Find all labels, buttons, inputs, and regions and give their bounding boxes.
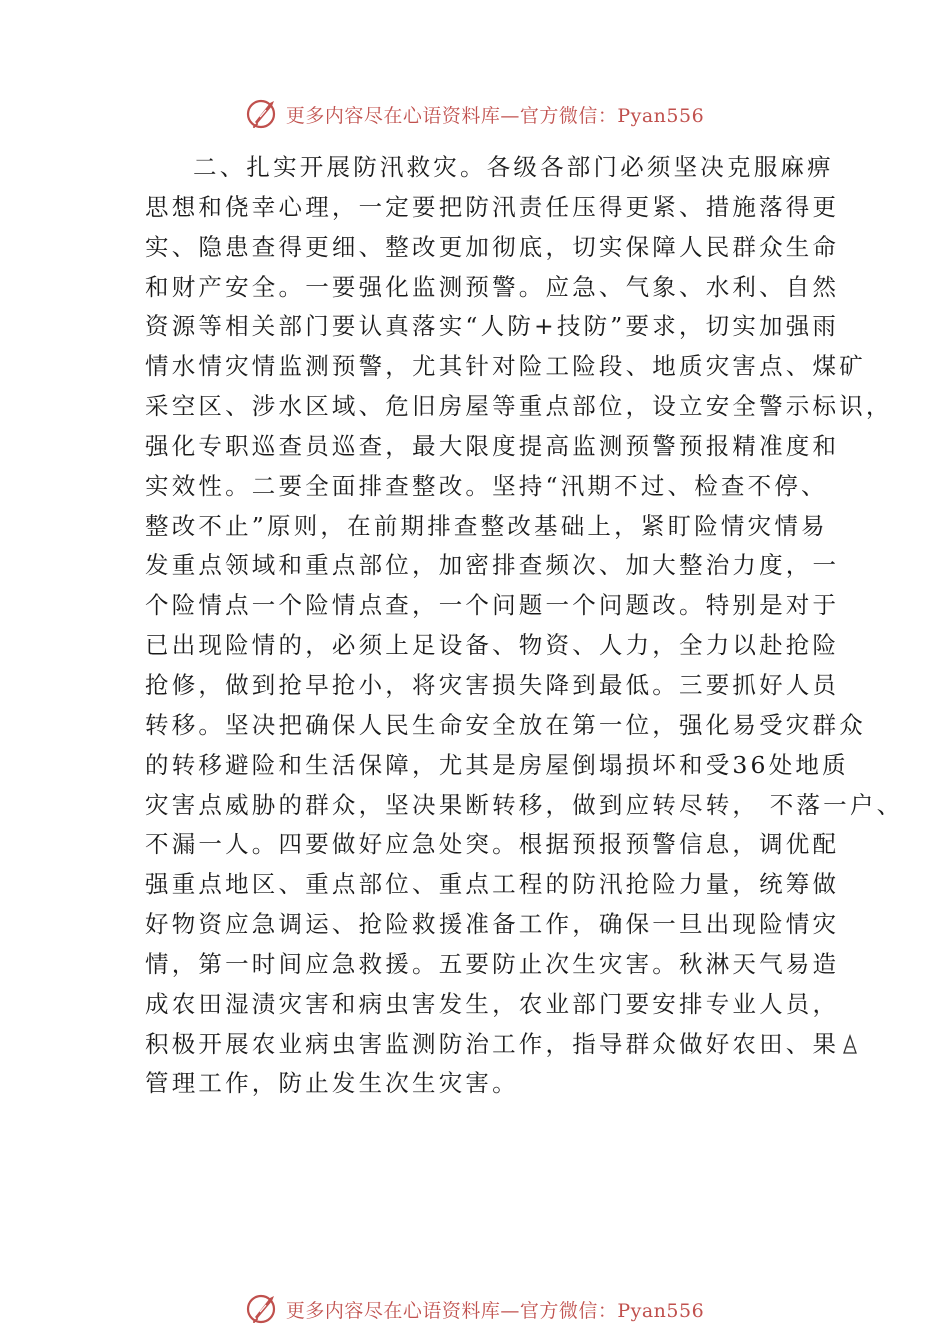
body-line: 抢修，做到抢早抢小，将灾害损失降到最低。三要抓好人员 bbox=[145, 670, 840, 699]
body-line: 和财产安全。一要强化监测预警。应急、气象、水利、自然 bbox=[145, 272, 840, 301]
body-line: 情，第一时间应急救援。五要防止次生灾害。秋淋天气易造 bbox=[145, 949, 840, 978]
footer-banner-inner bbox=[246, 1292, 704, 1326]
document-body bbox=[145, 148, 904, 1104]
body-line: 个险情点一个险情点查，一个问题一个问题改。特别是对于 bbox=[145, 591, 840, 620]
body-line: 资源等相关部门要认真落实“人防+技防”要求，切实加强雨 bbox=[145, 312, 840, 341]
body-line: 不漏一人。四要做好应急处突。根据预报预警信息，调优配 bbox=[145, 830, 840, 859]
body-line: 思想和侥幸心理，一定要把防汛责任压得更紧、措施落得更 bbox=[145, 192, 840, 221]
body-line: 好物资应急调运、抢险救援准备工作，确保一旦出现险情灾 bbox=[145, 910, 840, 939]
body-line: 已出现险情的，必须上足设备、物资、人力，全力以赴抢险 bbox=[145, 631, 840, 660]
body-line: 转移。坚决把确保人民生命安全放在第一位，强化易受灾群众 bbox=[145, 710, 866, 739]
header-banner bbox=[0, 94, 950, 134]
quill-pen-logo-icon bbox=[246, 1292, 280, 1326]
body-line: 发重点领域和重点部位，加密排查频次、加大整治力度，一 bbox=[145, 551, 840, 580]
body-line: 强化专职巡查员巡查，最大限度提高监测预警预报精准度和 bbox=[145, 431, 840, 460]
body-line: 实效性。二要全面排查整改。坚持“汛期不过、检查不停、 bbox=[145, 471, 828, 500]
body-line-with-mark bbox=[145, 1025, 840, 1065]
body-line-text: 积极开展农业病虫害监测防治工作，指导群众做好农田、果 bbox=[145, 1029, 840, 1058]
body-line: 实、隐患查得更细、整改更加彻底，切实保障人民群众生命 bbox=[145, 232, 840, 261]
body-line: 二、扎实开展防汛救灾。各级各部门必须坚决克服麻痹 bbox=[193, 153, 834, 181]
body-line: 管理工作，防止发生次生灾害。 bbox=[145, 1069, 519, 1098]
body-line: 整改不止”原则，在前期排查整改基础上，紧盯险情灾情易 bbox=[145, 511, 828, 540]
body-line: 情水情灾情监测预警，尤其针对险工险段、地质灾害点、煤矿 bbox=[145, 352, 866, 381]
quill-pen-logo-icon bbox=[246, 97, 280, 131]
footer-banner-text: 更多内容尽在心语资料库—官方微信：Pyan556 bbox=[285, 1299, 705, 1322]
footer-banner bbox=[0, 1289, 950, 1329]
body-line: 灾害点威胁的群众，坚决果断转移，做到应转尽转， 不落一户、 bbox=[145, 790, 904, 819]
header-banner-text: 更多内容尽在心语资料库—官方微信：Pyan556 bbox=[285, 104, 705, 127]
body-line: 采空区、涉水区域、危旧房屋等重点部位，设立安全警示标识， bbox=[145, 392, 893, 421]
header-banner-inner bbox=[246, 97, 704, 131]
body-line: 强重点地区、重点部位、重点工程的防汛抢险力量，统筹做 bbox=[145, 870, 840, 899]
body-line: 成农田湿渍灾害和病虫害发生，农业部门要安排专业人员， bbox=[145, 989, 840, 1018]
corner-mark-icon bbox=[841, 1033, 859, 1055]
body-line: 的转移避险和生活保障，尤其是房屋倒塌损坏和受36处地质 bbox=[145, 750, 849, 779]
